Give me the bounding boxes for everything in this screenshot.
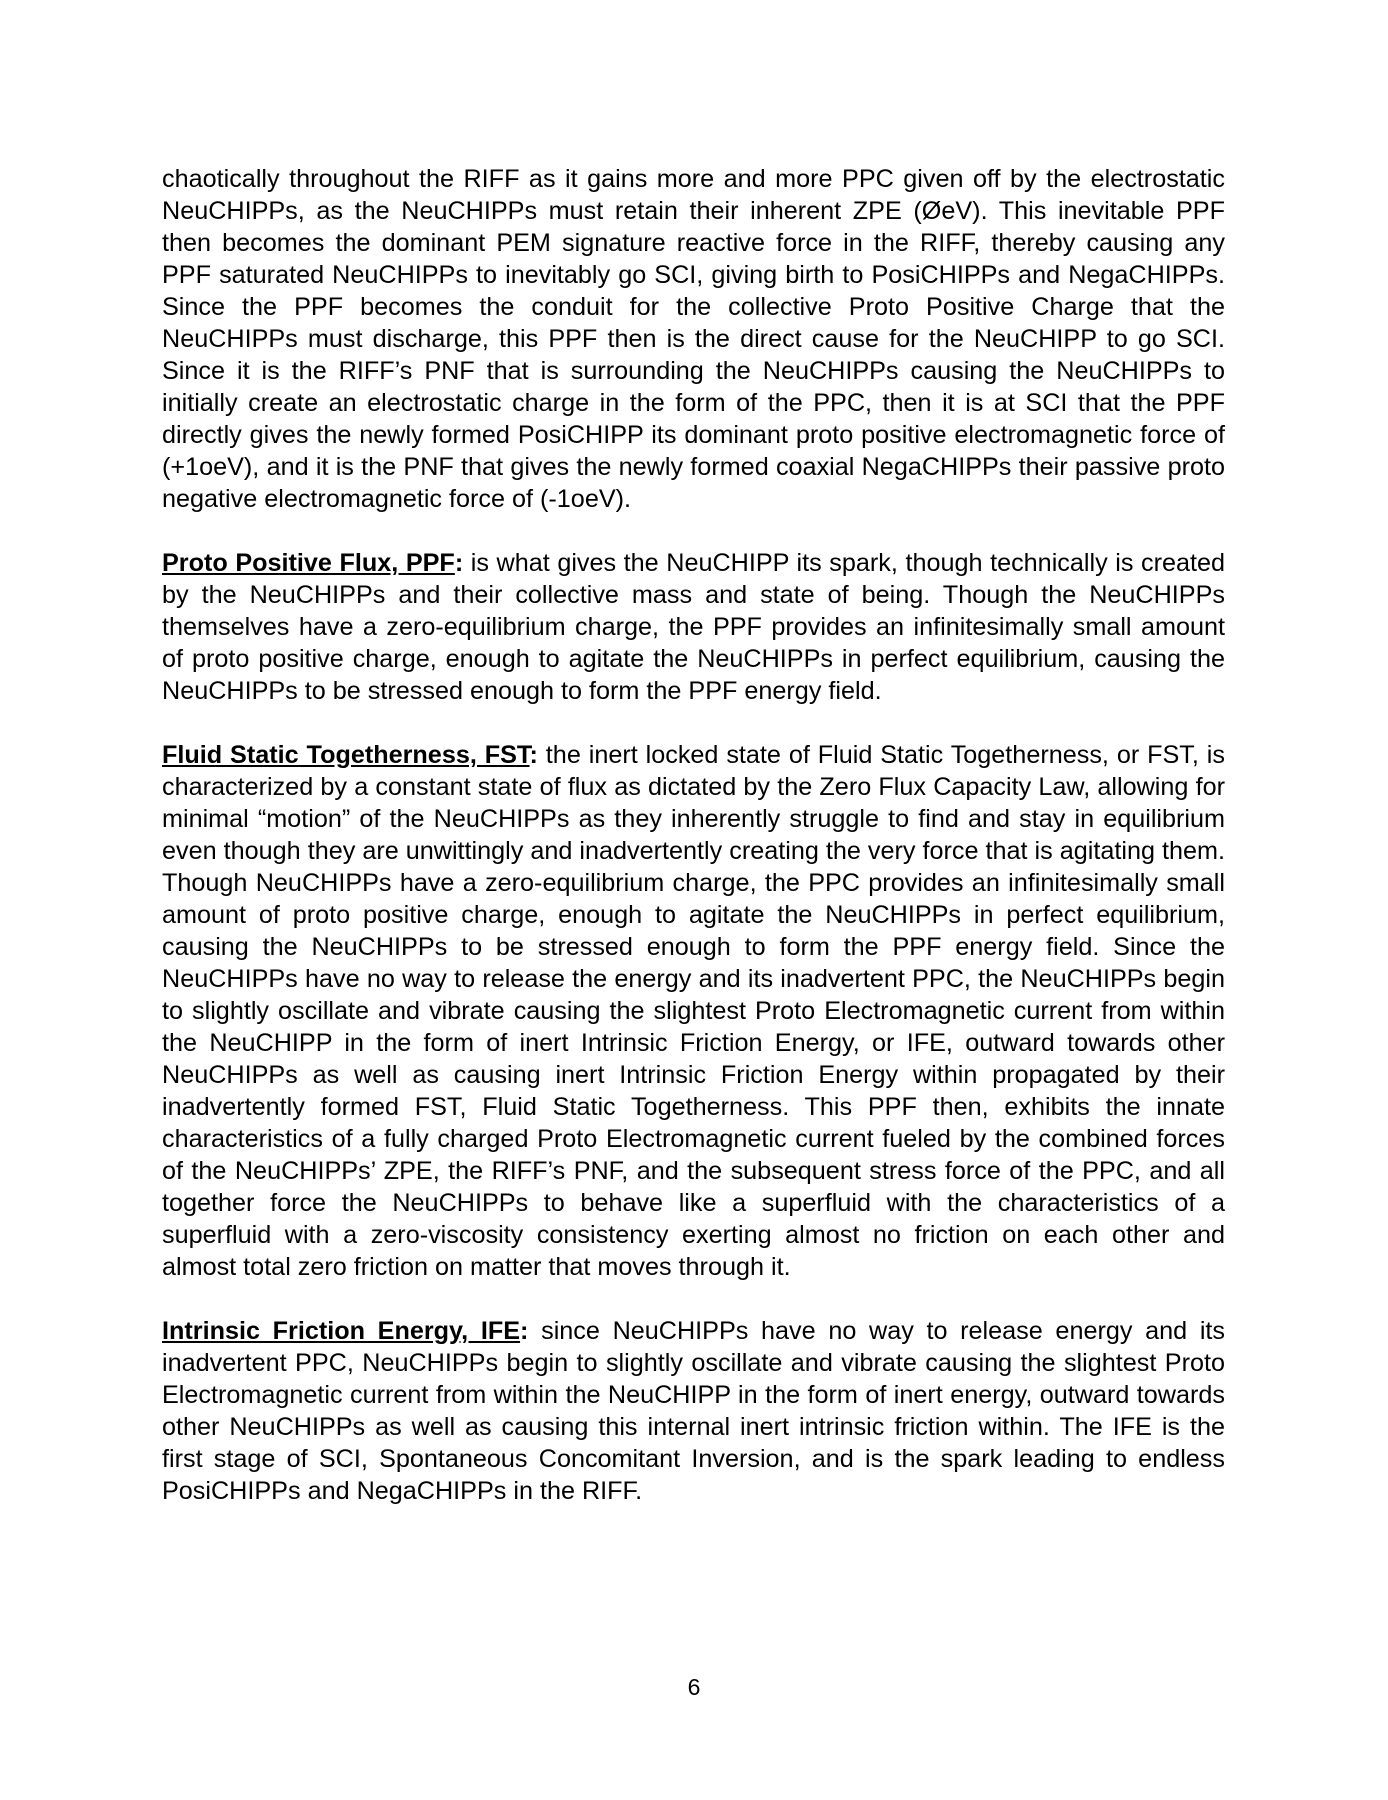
paragraph-text: chaotically throughout the RIFF as it gains more and more PPC given off by the electrostatic NeuCHIPPs, as the NeuCHIPPs must retain their inherent ZPE (ØeV). This inevitable PPF then becomes the dominant PEM signature reactive force in the RIFF, thereby causing any PPF saturated NeuCHIPPs to inevitably go SCI, giving birth to PosiCHIPPs and NegaCHIPPs. Since the PPF becomes the conduit for the collective Proto Positive Charge that the NeuCHIPPs must discharge, this PPF then is the direct cause for the NeuCHIPP to go SCI. Since it is the RIFF’s PNF that is surrounding the NeuCHIPPs causing the NeuCHIPPs to initially create an electrostatic charge in the form of the PPC, then it is at SCI that the PPF directly gives the newly formed PosiCHIPP its dominant proto positive electromagnetic force of (+1oeV), and it is the PNF that gives the newly formed coaxial NegaCHIPPs their passive proto negative electromagnetic force of (-1oeV). [162,165,1225,513]
definition-ppf [162,547,1225,707]
term-colon: : [520,1317,529,1345]
term-heading: Intrinsic Friction Energy, IFE [162,1317,521,1345]
page-number: 6 [687,1674,701,1700]
paragraph-continuation [162,163,1225,515]
document-body [162,163,1225,1539]
term-heading: Fluid Static Togetherness, FST [162,741,530,769]
definition-ife [162,1315,1225,1507]
paragraph-text: since NeuCHIPPs have no way to release energy and its inadvertent PPC, NeuCHIPPs begin to slightly oscillate and vibrate causing the slightest Proto Electromagnetic current from within the NeuCHIPP in the form of inert energy, outward towards other NeuCHIPPs as well as causing this internal inert intrinsic friction within. The IFE is the first stage of SCI, Spontaneous Concomitant Inversion, and is the spark leading to endless PosiCHIPPs and NegaCHIPPs in the RIFF. [162,1317,1226,1505]
paragraph-text: is what gives the NeuCHIPP its spark, though technically is created by the NeuCHIPPs and their collective mass and state of being. Though the NeuCHIPPs themselves have a zero-equilibrium charge, the PPF provides an infinitesimally small amount of proto positive charge, enough to agitate the NeuCHIPPs in perfect equilibrium, causing the NeuCHIPPs to be stressed enough to form the PPF energy field. [162,549,1226,705]
definition-fst [162,739,1225,1283]
paragraph-text: the inert locked state of Fluid Static Togetherness, or FST, is characterized by a constant state of flux as dictated by the Zero Flux Capacity Law, allowing for minimal “motion” of the NeuCHIPPs as they inherently struggle to find and stay in equilibrium even though they are unwittingly and inadvertently creating the very force that is agitating them. Though NeuCHIPPs have a zero-equilibrium charge, the PPC provides an infinitesimally small amount of proto positive charge, enough to agitate the NeuCHIPPs in perfect equilibrium, causing the NeuCHIPPs to be stressed enough to form the PPF energy field. Since the NeuCHIPPs have no way to release the energy and its inadvertent PPC, the NeuCHIPPs begin to slightly oscillate and vibrate causing the slightest Proto Electromagnetic current from within the NeuCHIPP in the form of inert Intrinsic Friction Energy, or IFE, outward towards other NeuCHIPPs as well as causing inert Intrinsic Friction Energy within propagated by their inadvertently formed FST, Fluid Static Togetherness. This PPF then, exhibits the innate characteristics of a fully charged Proto Electromagnetic current fueled by the combined forces of the NeuCHIPPs’ ZPE, the RIFF’s PNF, and the subsequent stress force of the PPC, and all together force the NeuCHIPPs to behave like a superfluid with the characteristics of a superfluid with a zero-viscosity consistency exerting almost no friction on each other and almost total zero friction on matter that moves through it. [162,741,1225,1281]
term-heading: Proto Positive Flux, PPF [162,549,455,577]
term-colon: : [529,741,538,769]
term-colon: : [454,549,464,577]
